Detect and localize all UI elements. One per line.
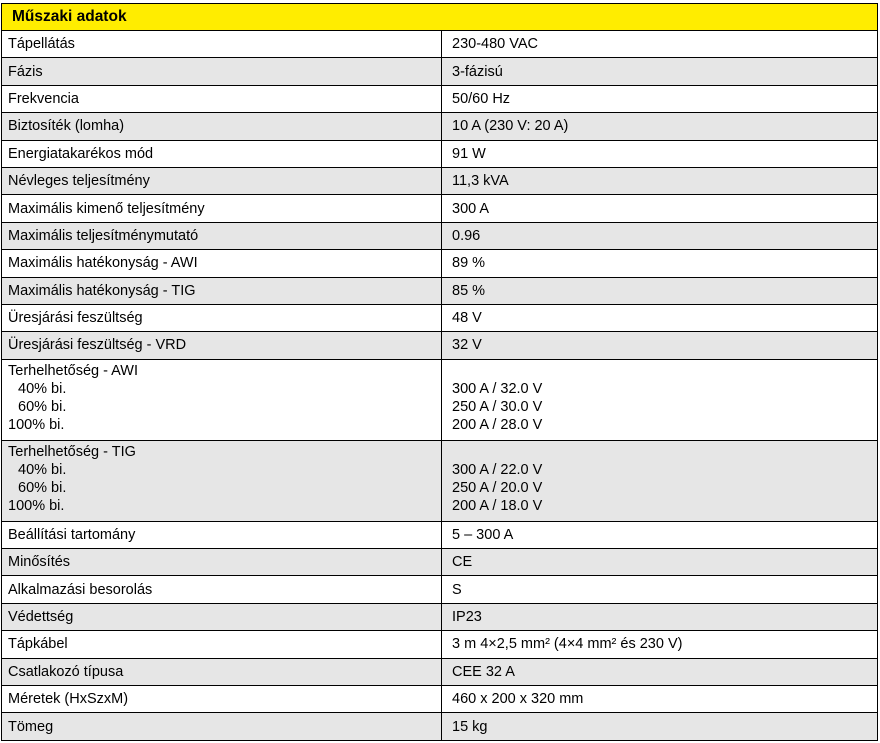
spec-value-cell: IP23 (442, 603, 878, 630)
duty-cycle-label: 100% bi. (8, 416, 65, 433)
spec-row (2, 250, 878, 277)
spec-value-cell: 5 – 300 A (442, 521, 878, 548)
spec-label-cell: Beállítási tartomány (2, 521, 442, 548)
spec-row (2, 658, 878, 685)
spec-value-cell: 10 A (230 V: 20 A) (442, 113, 878, 140)
spec-value-cell: CE (442, 549, 878, 576)
duty-cycle-value: 250 A / 20.0 V (452, 479, 543, 496)
spec-label: Terhelhetőség - TIG (8, 443, 136, 460)
spec-table (1, 3, 878, 741)
spec-value-cell: 85 % (442, 277, 878, 304)
spec-row (2, 85, 878, 112)
spec-value-cell: 3 m 4×2,5 mm² (4×4 mm² és 230 V) (442, 631, 878, 658)
spec-row (2, 277, 878, 304)
spec-label-cell: Biztosíték (lomha) (2, 113, 442, 140)
spec-row (2, 195, 878, 222)
duty-cycle-label: 100% bi. (8, 497, 65, 514)
spec-label-cell: Tápellátás (2, 31, 442, 58)
spec-value-cell (442, 359, 878, 440)
spec-row (2, 332, 878, 359)
table-title: Műszaki adatok (2, 4, 878, 31)
spec-row (2, 167, 878, 194)
spec-row (2, 440, 878, 521)
spec-label-cell: Frekvencia (2, 85, 442, 112)
spec-label-cell: Tápkábel (2, 631, 442, 658)
spec-row (2, 359, 878, 440)
duty-cycle-label: 60% bi. (18, 398, 67, 415)
spec-value-cell: 91 W (442, 140, 878, 167)
spec-value-cell: 89 % (442, 250, 878, 277)
spec-value-cell: 11,3 kVA (442, 167, 878, 194)
spec-value-cell: 3-fázisú (442, 58, 878, 85)
spec-label-cell: Alkalmazási besorolás (2, 576, 442, 603)
spec-label-cell (2, 359, 442, 440)
spec-row (2, 222, 878, 249)
spec-value-cell: CEE 32 A (442, 658, 878, 685)
spec-label-cell: Maximális teljesítménymutató (2, 222, 442, 249)
spec-row (2, 58, 878, 85)
spec-value-spacer (452, 362, 871, 380)
spec-label-cell: Maximális kimenő teljesítmény (2, 195, 442, 222)
spec-label-cell: Üresjárási feszültség - VRD (2, 332, 442, 359)
spec-row (2, 603, 878, 630)
spec-value-cell: 0.96 (442, 222, 878, 249)
duty-cycle-label: 40% bi. (18, 461, 67, 478)
spec-label-cell: Fázis (2, 58, 442, 85)
spec-row (2, 521, 878, 548)
spec-row (2, 304, 878, 331)
spec-label-cell: Üresjárási feszültség (2, 304, 442, 331)
spec-label-cell: Védettség (2, 603, 442, 630)
spec-value-cell: 300 A (442, 195, 878, 222)
spec-row (2, 576, 878, 603)
spec-value-cell: 32 V (442, 332, 878, 359)
spec-value-spacer (452, 443, 871, 461)
spec-value-cell: 460 x 200 x 320 mm (442, 686, 878, 713)
duty-cycle-label: 60% bi. (18, 479, 67, 496)
spec-row (2, 549, 878, 576)
spec-value-cell: 48 V (442, 304, 878, 331)
spec-label-cell: Méretek (HxSzxM) (2, 686, 442, 713)
spec-label-cell: Minősítés (2, 549, 442, 576)
duty-cycle-value: 300 A / 22.0 V (452, 461, 543, 478)
spec-value-cell (442, 440, 878, 521)
spec-row (2, 140, 878, 167)
spec-label-cell: Energiatakarékos mód (2, 140, 442, 167)
spec-row (2, 631, 878, 658)
spec-label-cell: Névleges teljesítmény (2, 167, 442, 194)
spec-label-cell: Csatlakozó típusa (2, 658, 442, 685)
spec-row (2, 713, 878, 740)
table-header-row (2, 4, 878, 31)
spec-row (2, 686, 878, 713)
spec-label-cell: Maximális hatékonyság - TIG (2, 277, 442, 304)
spec-row (2, 113, 878, 140)
spec-label: Terhelhetőség - AWI (8, 362, 139, 379)
spec-value-cell: S (442, 576, 878, 603)
duty-cycle-value: 250 A / 30.0 V (452, 398, 543, 415)
spec-label-cell: Maximális hatékonyság - AWI (2, 250, 442, 277)
spec-row (2, 31, 878, 58)
spec-label-cell: Tömeg (2, 713, 442, 740)
duty-cycle-label: 40% bi. (18, 380, 67, 397)
duty-cycle-value: 200 A / 18.0 V (452, 497, 543, 514)
duty-cycle-value: 200 A / 28.0 V (452, 416, 543, 433)
spec-value-cell: 50/60 Hz (442, 85, 878, 112)
spec-value-cell: 15 kg (442, 713, 878, 740)
duty-cycle-value: 300 A / 32.0 V (452, 380, 543, 397)
spec-table-body (2, 4, 878, 741)
spec-label-cell (2, 440, 442, 521)
spec-value-cell: 230-480 VAC (442, 31, 878, 58)
